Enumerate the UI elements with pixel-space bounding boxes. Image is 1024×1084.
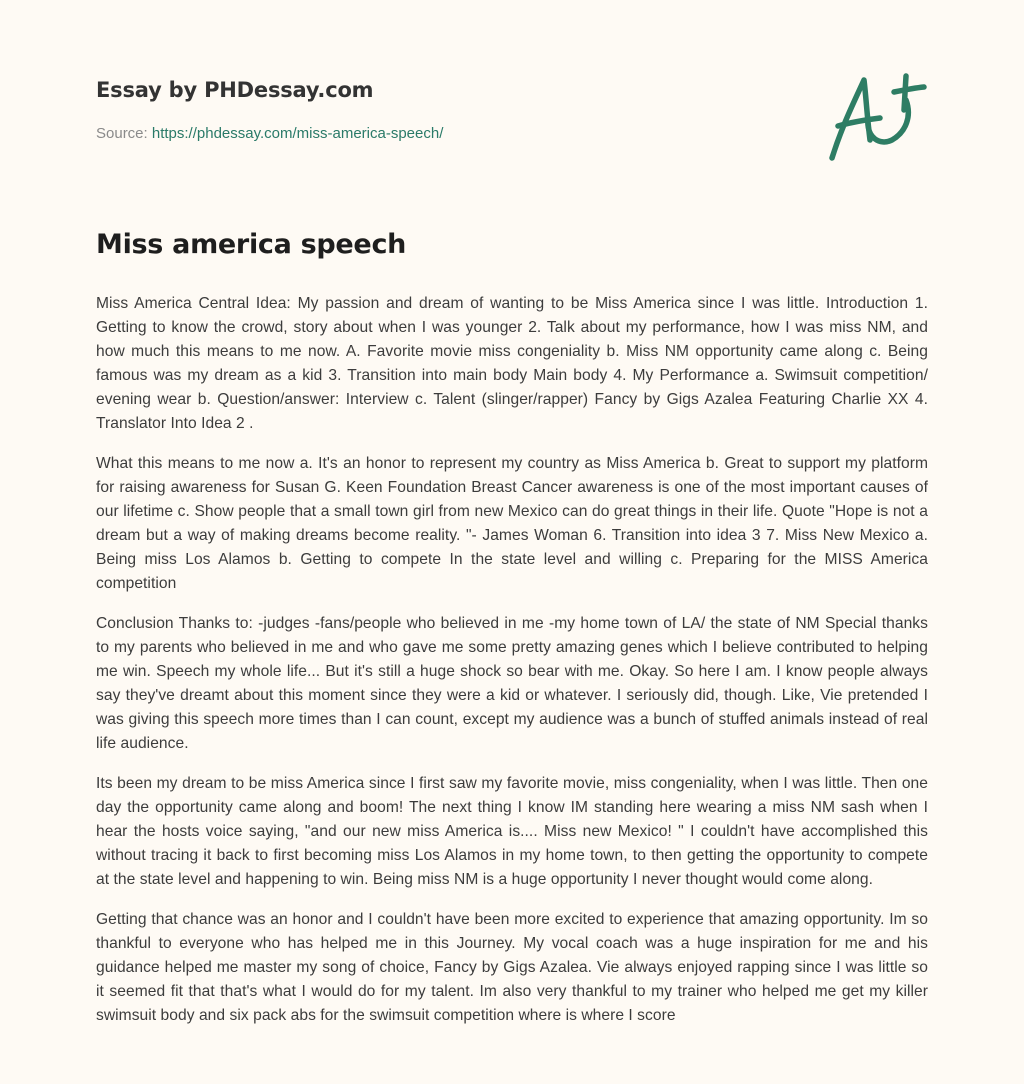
essay-paragraph: Miss America Central Idea: My passion and dream of wanting to be Miss America since I was little. Introduction 1. Getting to know the crowd, story about when I was younger 2. Talk about my performance, how I was miss NM, and how much this means to me now. A. Favorite movie miss congeniality b. Miss NM opportunity came along c. Being famous was my dream as a kid 3. Transition into main body Main body 4. My Performance a. Swimsuit competition/ evening wear b. Question/answer: Interview c. Talent (slinger/rapper) Fancy by Gigs Azalea Featuring Charlie XX 4. Translator Into Idea 2 . [96, 295, 928, 432]
essay-paragraph: Its been my dream to be miss America since I first saw my favorite movie, miss congeniality, when I was little. Then one day the opportunity came along and boom! The next thing I know IM standing here wearing a miss NM sash when I hear the hosts voice saying, "and our new miss America is.... Miss new Mexico! " I couldn't have accomplished this without tracing it back to first becoming miss Los Alamos in my home town, to then getting the opportunity to compete at the state level and happening to win. Being miss NM is a huge opportunity I never thought would come along. [96, 775, 928, 888]
essay-paragraph: What this means to me now a. It's an honor to represent my country as Miss America b. Great to support my platform for raising awareness for Susan G. Keen Foundation Breast Cancer awareness is one of the most important causes of our lifetime c. Show people that a small town girl from new Mexico can do great things in their life. Quote "Hope is not a dream but a way of making dreams become reality. "- James Woman 6. Transition into idea 3 7. Miss New Mexico a. Being miss Los Alamos b. Getting to compete In the state level and willing c. Preparing for the MISS America competition [96, 455, 928, 592]
essay-paragraph: Getting that chance was an honor and I couldn't have been more excited to experience that amazing opportunity. Im so thankful to everyone who has helped me in this Journey. My vocal coach was a huge inspiration for me and his guidance helped me master my song of choice, Fancy by Gigs Azalea. Vie always enjoyed rapping since I was little so it seemed fit that that's what I would do for my talent. Im also very thankful to my trainer who helped me get my killer swimsuit body and six pack abs for the swimsuit competition where is where I score [96, 911, 928, 1024]
site-title: Essay by PHDessay.com [96, 78, 374, 102]
source-label: Source: [96, 125, 152, 142]
essay-paragraph: Conclusion Thanks to: -judges -fans/people who believed in me -my home town of LA/ the state of NM Special thanks to my parents who believed in me and who gave me some pretty amazing genes which I believe contributed to helping me win. Speech my whole life... But it's still a huge shock so bear with me. Okay. So here I am. I know people always say they've dreamt about this moment since they were a kid or whatever. I seriously did, though. Like, Vie pretended I was giving this speech more times than I can count, except my audience was a bunch of stuffed animals instead of real life audience. [96, 615, 928, 752]
a-plus-grade-icon [820, 66, 930, 166]
source-line [96, 124, 928, 144]
page-header [96, 76, 928, 144]
essay-content [96, 226, 928, 1044]
essay-title: Miss america speech [96, 229, 407, 260]
source-link[interactable]: https://phdessay.com/miss-america-speech/ [151, 125, 444, 142]
